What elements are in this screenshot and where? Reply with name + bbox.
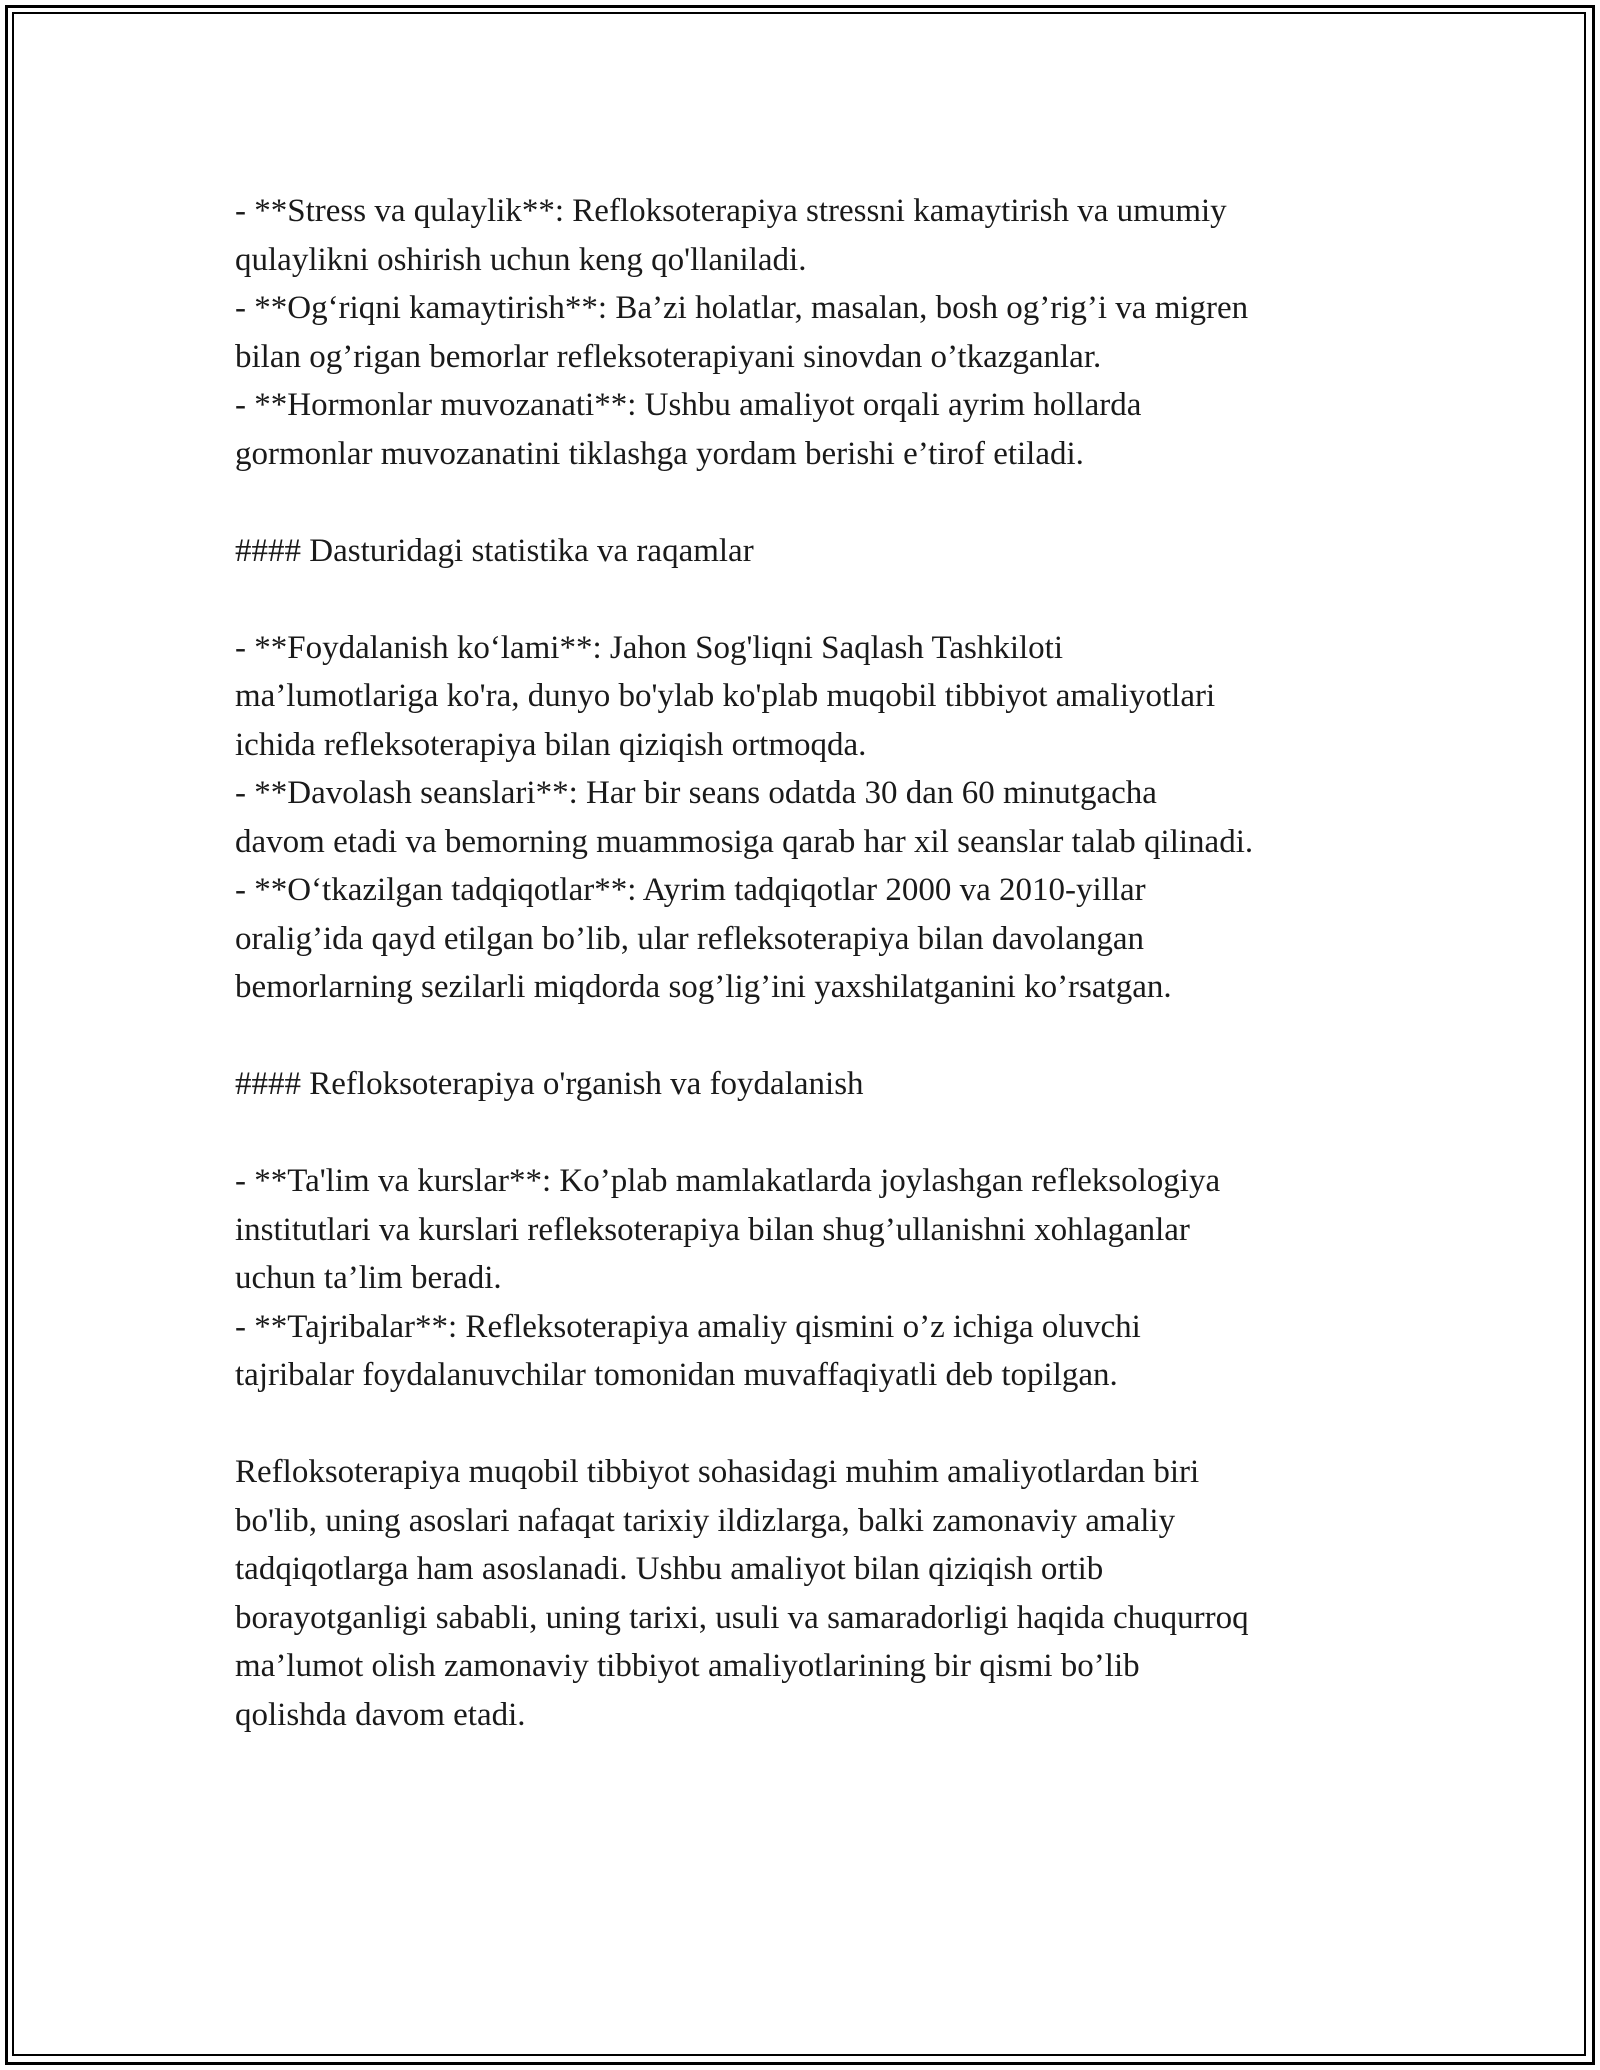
text-line: - **Davolash seanslari**: Har bir seans odatda 30 dan 60 minutgacha [235,775,1157,811]
text-line: ichida refleksoterapiya bilan qiziqish ortmoqda. [235,726,867,763]
text-line: - **Stress va qulaylik**: Refloksoterapiya stressni kamaytirish va umumiy [235,193,1227,229]
text-line: - **O‘tkazilgan tadqiqotlar**: Ayrim tadqiqotlar 2000 va 2010-yillar [235,872,1146,908]
section-heading: #### Dasturidagi statistika va raqamlar [235,532,754,569]
text-line: ma’lumotlariga ko'ra, dunyo bo'ylab ko'plab muqobil tibbiyot amaliyotlari [235,678,1216,714]
paragraph-gap [235,1109,1385,1158]
text-line: - **Ta'lim va kurslar**: Ko’plab mamlakatlarda joylashgan refleksologiya [235,1163,1221,1199]
text-line: qulaylikni oshirish uchun keng qo'llaniladi. [235,241,807,278]
text-line: bemorlarning sezilarli miqdorda sog’lig’ini yaxshilatganini ko’rsatgan. [235,969,1172,1005]
text-line: - **Foydalanish ko‘lami**: Jahon Sog'liqni Saqlash Tashkiloti [235,629,1063,666]
text-line: Refloksoterapiya muqobil tibbiyot sohasidagi muhim amaliyotlardan biri [235,1454,1200,1490]
text-line: bo'lib, uning asoslari nafaqat tarixiy ildizlarga, balki zamonaviy amaliy [235,1502,1176,1539]
paragraph-gap [235,478,1385,527]
paragraph-gap [235,1400,1385,1449]
text-line: davom etadi va bemorning muammosiga qarab har xil seanslar talab qilinadi. [235,823,1254,860]
text-line: tadqiqotlarga ham asoslanadi. Ushbu amaliyot bilan qiziqish ortib [235,1551,1104,1587]
text-line: oralig’ida qayd etilgan bo’lib, ular refleksoterapiya bilan davolangan [235,920,1144,957]
text-line: - **Og‘riqni kamaytirish**: Ba’zi holatlar, masalan, bosh og’rig’i va migren [235,290,1249,326]
text-line: tajribalar foydalanuvchilar tomonidan muvaffaqiyatli deb topilgan. [235,1357,1118,1393]
text-line: qolishda davom etadi. [235,1696,526,1733]
text-line: bilan og’rigan bemorlar refleksoterapiyani sinovdan o’tkazganlar. [235,338,1102,375]
text-line: institutlari va kurslari refleksoterapiya bilan shug’ullanishni xohlaganlar [235,1211,1190,1248]
text-line: ma’lumot olish zamonaviy tibbiyot amaliyotlarining bir qismi bo’lib [235,1648,1140,1684]
section-heading: #### Refloksoterapiya o'rganish va foydalanish [235,1066,864,1102]
paragraph-gap [235,1012,1385,1061]
text-line: borayotganligi sababli, uning tarixi, usuli va samaradorligi haqida chuqurroq [235,1599,1249,1636]
text-line: - **Hormonlar muvozanati**: Ushbu amaliyot orqali ayrim hollarda [235,387,1142,423]
text-line: uchun ta’lim beradi. [235,1260,502,1296]
paragraph-gap [235,575,1385,624]
document-body [235,187,1385,1739]
text-line: gormonlar muvozanatini tiklashga yordam berishi e’tirof etiladi. [235,435,1084,472]
text-line: - **Tajribalar**: Refleksoterapiya amaliy qismini o’z ichiga oluvchi [235,1308,1141,1345]
